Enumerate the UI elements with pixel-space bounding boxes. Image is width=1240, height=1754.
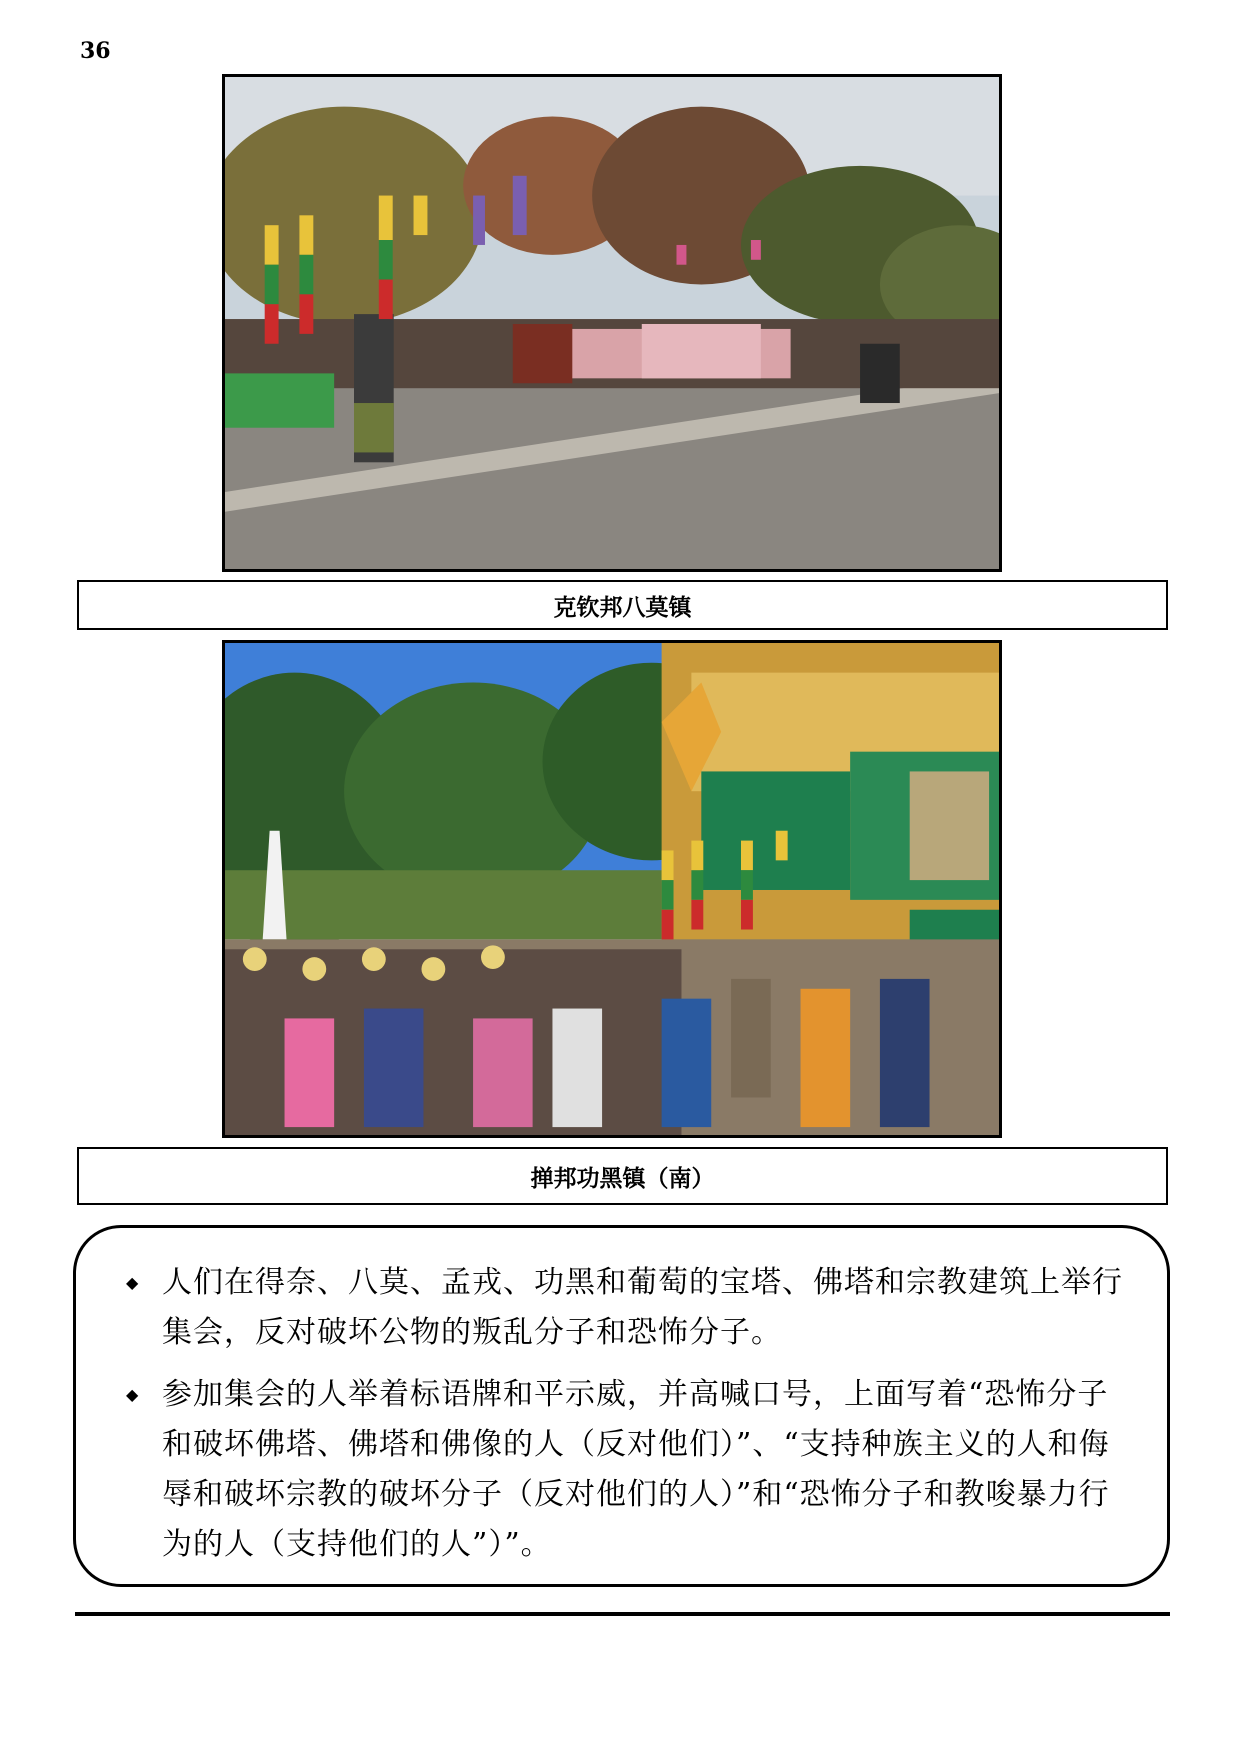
bullet-item [126, 1370, 1137, 1570]
bottom-rule [75, 1612, 1170, 1616]
procession-photo-image [225, 77, 999, 569]
bullet-text: 参加集会的人举着标语牌和平示威，并高喊口号，上面写着“恐怖分子和破坏佛塔、佛塔和佛像的人（反对他们）”、“支持种族主义的人和侮辱和破坏宗教的破坏分子（反对他们的人）”和“恐怖分子和教唆暴力行为的人（支持他们的人”）”。 [162, 1377, 1110, 1562]
bullet-text: 人们在得奈、八莫、孟戎、功黑和葡萄的宝塔、佛塔和宗教建筑上举行集会，反对破坏公物的叛乱分子和恐怖分子。 [162, 1265, 1123, 1350]
photo-caption: 掸邦功黑镇（南） [77, 1147, 1168, 1205]
page-number: 36 [80, 38, 111, 64]
photo-rally [222, 640, 1002, 1138]
summary-box [73, 1225, 1170, 1587]
diamond-bullet-icon: ◆ [126, 1273, 139, 1292]
diamond-bullet-icon: ◆ [126, 1385, 139, 1404]
rally-photo-image [225, 643, 999, 1135]
photo-caption: 克钦邦八莫镇 [77, 580, 1168, 630]
bullet-item [126, 1258, 1137, 1358]
photo-procession [222, 74, 1002, 572]
